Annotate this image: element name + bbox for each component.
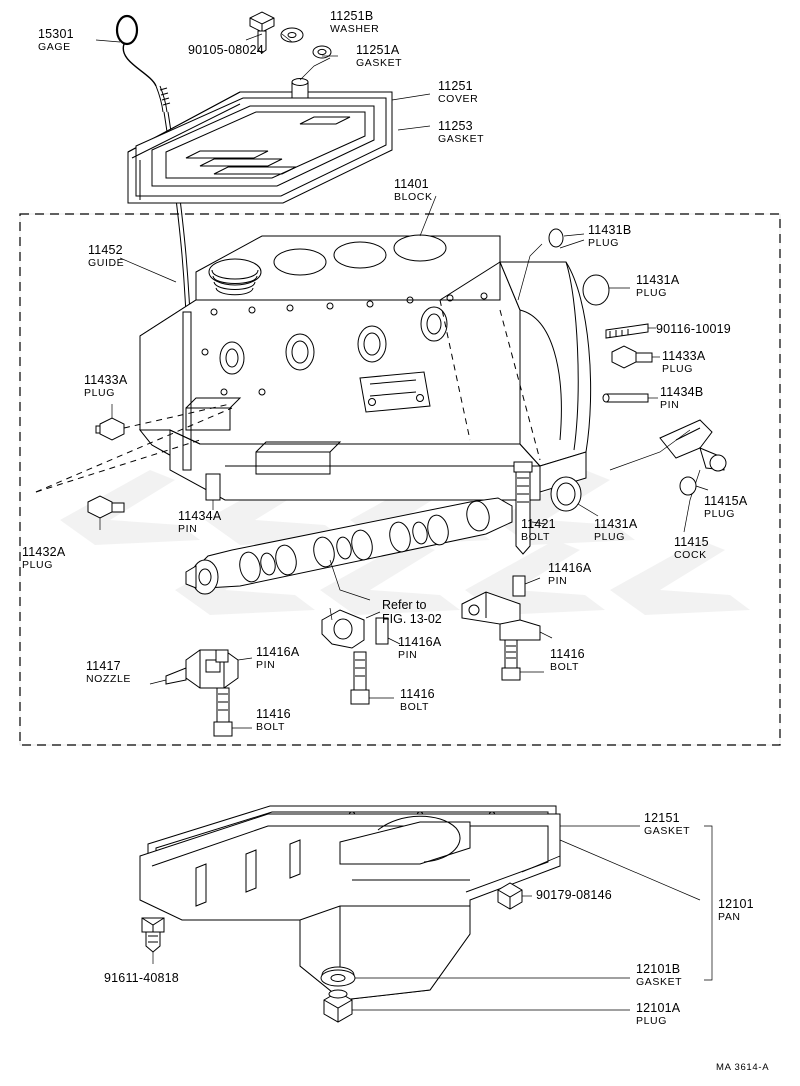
label-11433A-right-num: 11433A	[662, 349, 706, 363]
label-11431A-lower-num: 11431A	[594, 517, 638, 531]
label-11452-name: GUIDE	[88, 256, 125, 269]
refer-note-line1: Refer to	[382, 598, 427, 612]
label-11416A-upper-name: PIN	[548, 574, 568, 587]
label-11415A-num: 11415A	[704, 494, 748, 508]
label-11251	[438, 80, 478, 105]
label-11251A-name: GASKET	[356, 56, 403, 69]
label-11401-num: 11401	[394, 177, 429, 191]
label-11415	[674, 536, 709, 561]
label-11417	[86, 660, 131, 685]
label-11433A-right-name: PLUG	[662, 362, 693, 375]
label-90116-10019	[656, 323, 731, 336]
label-11251B	[330, 10, 379, 35]
label-11421	[521, 518, 556, 543]
label-11253-name: GASKET	[438, 132, 485, 145]
label-11421-name: BOLT	[521, 530, 551, 543]
label-11433A-right	[662, 350, 705, 375]
label-11251-name: COVER	[438, 92, 479, 105]
label-11434B-num: 11434B	[660, 385, 704, 399]
label-90105-08024	[188, 44, 264, 57]
label-12101B-num: 12101B	[636, 962, 681, 976]
label-11416A-upper-num: 11416A	[548, 561, 592, 575]
label-11431A-right-name: PLUG	[636, 286, 667, 299]
label-11434A	[178, 510, 221, 535]
label-11431B-num: 11431B	[588, 223, 632, 237]
label-91611-40818-num: 91611-40818	[104, 971, 179, 985]
label-91611-40818	[104, 972, 179, 985]
label-11434B	[660, 386, 703, 411]
label-11251A	[356, 44, 402, 69]
label-12151	[644, 812, 690, 837]
label-11415-num: 11415	[674, 535, 709, 549]
label-11401	[394, 178, 433, 203]
label-11431A-right	[636, 274, 679, 299]
label-11431A-right-num: 11431A	[636, 273, 680, 287]
label-11416-middle-name: BOLT	[400, 700, 430, 713]
label-12101-num: 12101	[718, 897, 754, 911]
label-15301	[38, 28, 74, 53]
label-11416-nozzle-num: 11416	[256, 707, 291, 721]
label-11432A	[22, 546, 65, 571]
label-11434B-name: PIN	[660, 398, 680, 411]
label-11416-right	[550, 648, 585, 673]
label-12101B-name: GASKET	[636, 975, 683, 988]
label-11417-num: 11417	[86, 659, 121, 673]
label-11431B-name: PLUG	[588, 236, 619, 249]
label-11452	[88, 244, 124, 269]
label-11416A-middle-num: 11416A	[398, 635, 442, 649]
label-11416-nozzle	[256, 708, 291, 733]
label-11416A-nozzle-name: PIN	[256, 658, 276, 671]
label-90179-08146-num: 90179-08146	[536, 888, 612, 902]
label-11416A-middle-name: PIN	[398, 648, 418, 661]
label-12101A-num: 12101A	[636, 1001, 681, 1015]
label-15301-name: GAGE	[38, 40, 71, 53]
label-11253-num: 11253	[438, 119, 473, 133]
label-15301-num: 15301	[38, 27, 74, 41]
label-11251A-num: 11251A	[356, 43, 400, 57]
label-11452-num: 11452	[88, 243, 123, 257]
label-11431A-lower-name: PLUG	[594, 530, 625, 543]
label-11401-name: BLOCK	[394, 190, 433, 203]
label-90105-08024-num: 90105-08024	[188, 43, 264, 57]
label-11416-right-num: 11416	[550, 647, 585, 661]
label-11416-middle	[400, 688, 435, 713]
label-11415A	[704, 495, 747, 520]
label-11433A-left-num: 11433A	[84, 373, 128, 387]
label-11416-right-name: BOLT	[550, 660, 580, 673]
label-11415A-name: PLUG	[704, 507, 735, 520]
label-11434A-name: PIN	[178, 522, 198, 535]
label-12101B	[636, 963, 682, 988]
label-12101A-name: PLUG	[636, 1014, 667, 1027]
label-11251B-num: 11251B	[330, 9, 374, 23]
label-12101A	[636, 1002, 680, 1027]
label-11417-name: NOZZLE	[86, 672, 132, 685]
label-11433A-left	[84, 374, 127, 399]
label-11416A-nozzle	[256, 646, 299, 671]
label-12101-name: PAN	[718, 910, 741, 923]
label-11416A-middle	[398, 636, 441, 661]
label-90179-08146	[536, 889, 612, 902]
label-11251-num: 11251	[438, 79, 473, 93]
label-11433A-left-name: PLUG	[84, 386, 115, 399]
refer-note-line2: FIG. 13-02	[382, 612, 442, 626]
label-11421-num: 11421	[521, 517, 556, 531]
label-11251B-name: WASHER	[330, 22, 380, 35]
label-12101	[718, 898, 754, 923]
label-11431A-lower	[594, 518, 637, 543]
label-11432A-name: PLUG	[22, 558, 53, 571]
sheet-code: MA 3614-A	[716, 1062, 770, 1073]
refer-note	[382, 598, 442, 626]
label-11431B	[588, 224, 631, 249]
label-90116-10019-num: 90116-10019	[656, 322, 731, 336]
label-11432A-num: 11432A	[22, 545, 66, 559]
label-12151-name: GASKET	[644, 824, 691, 837]
label-11416-middle-num: 11416	[400, 687, 435, 701]
label-11416A-upper	[548, 562, 591, 587]
label-11253	[438, 120, 484, 145]
label-11416A-nozzle-num: 11416A	[256, 645, 300, 659]
label-12151-num: 12151	[644, 811, 680, 825]
label-11415-name: COCK	[674, 548, 707, 561]
label-11434A-num: 11434A	[178, 509, 222, 523]
label-11416-nozzle-name: BOLT	[256, 720, 286, 733]
